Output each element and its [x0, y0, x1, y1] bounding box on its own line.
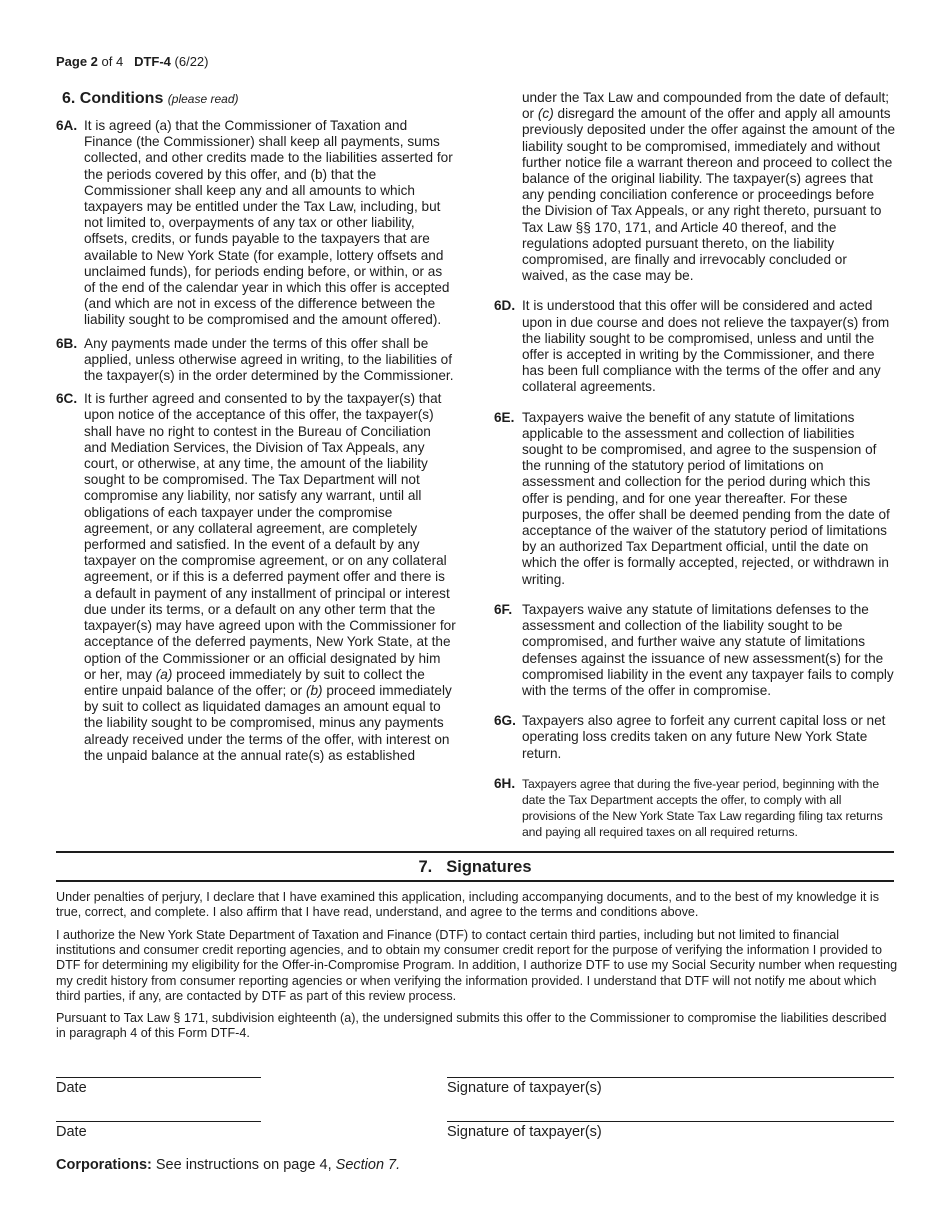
signatures-heading [56, 858, 894, 877]
paragraph-label: 6D. [494, 298, 516, 314]
conditions-title: Conditions [79, 90, 164, 107]
paragraph-text: It is agreed (a) that the Commissioner of Taxation and Finance (the Commissioner) shall keep all payments, sums collected, and other credits made to the liabilities asserted for the periods covered by this offer, and (b) that the Commissioner shall keep any and all amounts to which taxpayers may be entitled under the Tax Law, including, but not limited to, overpayments of any tax or other liability, offsets, credits, or funds payable to the taxpayers that are available to New York State (for example, lottery offsets and unclaimed funds), for periods ending before, or within, or as of the end of the calendar year in which this offer is accepted (and which are not in excess of the difference between the liability sought to be compromised and the amount offered). [84, 118, 453, 328]
page-header [56, 54, 208, 69]
corporations-section: Section 7. [335, 1157, 401, 1173]
paragraph-label: 6C. [56, 391, 78, 407]
section-rule-bottom [56, 880, 894, 882]
paragraph-label: 6F. [494, 601, 513, 617]
section-rule-top [56, 851, 894, 853]
option-c-marker: (c) [537, 106, 554, 122]
credit-authorization: I authorize the New York State Department of Taxation and Finance (DTF) to contact certain third parties, including but not limited to financial institutions and consumer credit reporting agencies, and to obtain my consumer credit report for the purpose of verifying the information I provided to DTF for determining my eligibility for the Offer-in-Compromise Program. In addition, I authorize DTF to use my Social Security number when requesting my credit history from consumer reporting agencies or when verifying the information provided. I understand that DTF will not notify me about which third parties, if any, are contacted by DTF as part of this review process. [56, 928, 898, 1003]
paragraph-label: 6G. [494, 713, 516, 729]
paragraph-text: Any payments made under the terms of this offer shall be applied, unless otherwise agreed in writing, to the liabilities of the taxpayer(s) in the order determined by the Commissioner. [84, 335, 454, 384]
date-label-2: Date [56, 1124, 87, 1140]
paragraph-6e [494, 410, 896, 588]
paragraph-6b [56, 336, 456, 385]
form-id: DTF-4 [134, 54, 171, 69]
signature-line-1[interactable] [447, 1077, 894, 1078]
paragraph-6f [494, 602, 896, 699]
paragraph-label: 6E. [494, 409, 515, 425]
text-part: It is further agreed and consented to by the taxpayer(s) that upon notice of the acceptance of this offer, the taxpayer(s) shall have no right to contest in the Bureau of Conciliation and Mediation Services, the Division of Tax Appeals, any court, or otherwise, at any time, the amount of the liability sought to be compromised. The Tax Department will not compromise any liability, nor satisfy any warrant, until all obligations of each taxpayer under the compromise agreement, or any collateral agreement, are completely performed and satisfied. In the event of a default by any taxpayer on the compromise agreement, or on any collateral agreement, or if this is a deferred payment offer and there is a default in payment of any installment of principal or interest due under its terms, or a default on any other term that the taxpayer(s) may have agreed upon with the Commissioner for acceptance of the deferred payments, New York State, at the option of the Commissioner or an official designated by him or her, may [84, 391, 456, 682]
signatures-number: 7. [418, 858, 433, 876]
text-part: proceed immediately by suit to collect the entire unpaid balance of the offer; or [84, 666, 425, 698]
date-label-1: Date [56, 1080, 87, 1096]
paragraph-6h [494, 776, 896, 841]
corporations-text: See instructions on page 4, [151, 1157, 336, 1173]
paragraph-text [84, 391, 456, 764]
paragraph-6a [56, 118, 456, 329]
page-number: Page 2 [56, 54, 98, 69]
paragraph-text: Taxpayers waive any statute of limitations defenses to the assessment and collection of the liability sought to be compromised, and further waive any statute of limitations defenses against the issuance of new assessment(s) for the compromised liability in the event any taxpayer fails to comply with the terms of the offer in compromise. [522, 601, 894, 698]
paragraph-label: 6B. [56, 335, 78, 351]
tax-law-statement: Pursuant to Tax Law § 171, subdivision eighteenth (a), the undersigned submits this offer to the Commissioner to compromise the liabilities described in paragraph 4 of this Form DTF-4. [56, 1011, 887, 1041]
conditions-number: 6. [62, 90, 76, 107]
paragraph-6g [494, 713, 896, 762]
signature-label-1: Signature of taxpayer(s) [447, 1080, 602, 1096]
signature-label-2: Signature of taxpayer(s) [447, 1124, 602, 1140]
text-part: disregard the amount of the offer and apply all amounts previously deposited under the offer against the amount of the liability sought to be compromised, immediately and without further notice file a warrant thereon and proceed to collect the balance of the original liability. The taxpayer(s) agrees that any pending conciliation conference or proceedings before the Division of Tax Appeals, or any right thereto, pursuant to Tax Law §§ 170, 171, and Article 40 thereof, and the regulations adopted pursuant thereto, on the liability compromised, are finally and irrevocably concluded or waived, as the case may be. [522, 106, 896, 284]
paragraph-6d [494, 298, 896, 395]
signatures-title: Signatures [446, 858, 532, 876]
option-a-marker: (a) [155, 666, 173, 682]
paragraph-6c-continued [494, 90, 896, 284]
page-count: of 4 [97, 54, 124, 69]
form-date: (6/22) [170, 54, 209, 69]
right-column [494, 90, 896, 848]
paragraph-label: 6A. [56, 118, 78, 133]
perjury-declaration: Under penalties of perjury, I declare that I have examined this application, including accompanying documents, and to the best of my knowledge it is true, correct, and complete. I also affirm that I have read, understand, and agree to the terms and conditions above. [56, 890, 880, 920]
paragraph-6c [56, 391, 456, 764]
text-part: under the Tax Law and compounded from the date of default; or [522, 90, 890, 122]
signature-line-2[interactable] [447, 1121, 894, 1122]
corporations-note [56, 1157, 400, 1173]
date-line-1[interactable] [56, 1077, 261, 1078]
conditions-note: (please read) [167, 92, 239, 106]
paragraph-label: 6H. [494, 775, 516, 791]
left-column [56, 90, 456, 771]
date-line-2[interactable] [56, 1121, 261, 1122]
paragraph-text: It is understood that this offer will be considered and acted upon in due course and does not relieve the taxpayer(s) from the liability sought to be compromised, unless and until the offer is accepted in writing by the Commissioner, and there has been full compliance with the terms of the offer and any collateral agreements. [522, 298, 890, 395]
text-part: proceed immediately by suit to collect as liquidated damages an amount equal to the liability sought to be compromised, minus any payments already received under the terms of the offer, with interest on the unpaid balance at the annual rate(s) as established [84, 682, 452, 763]
conditions-heading [62, 90, 456, 108]
paragraph-text: Taxpayers also agree to forfeit any current capital loss or net operating loss credits taken on any future New York State return. [522, 713, 886, 761]
paragraph-text: Taxpayers agree that during the five-year period, beginning with the date the Tax Department accepts the offer, to comply with all provisions of the New York State Tax Law regarding filing tax returns and paying all required taxes on all required returns. [522, 776, 883, 840]
paragraph-text: Taxpayers waive the benefit of any statute of limitations applicable to the assessment and collection of liabilities sought to be compromised, and agree to the suspension of the running of the statutory period of limitations on assessment and collection for the period during which this offer is pending, and for one year thereafter. For these purposes, the offer shall be deemed pending from the date of acceptance of the waiver of the statutory period of limitations by an authorized Tax Department official, until the date on which the offer is formally accepted, rejected, or withdrawn in writing. [522, 409, 890, 587]
option-b-marker: (b) [305, 682, 323, 698]
corporations-label: Corporations: [56, 1157, 152, 1173]
